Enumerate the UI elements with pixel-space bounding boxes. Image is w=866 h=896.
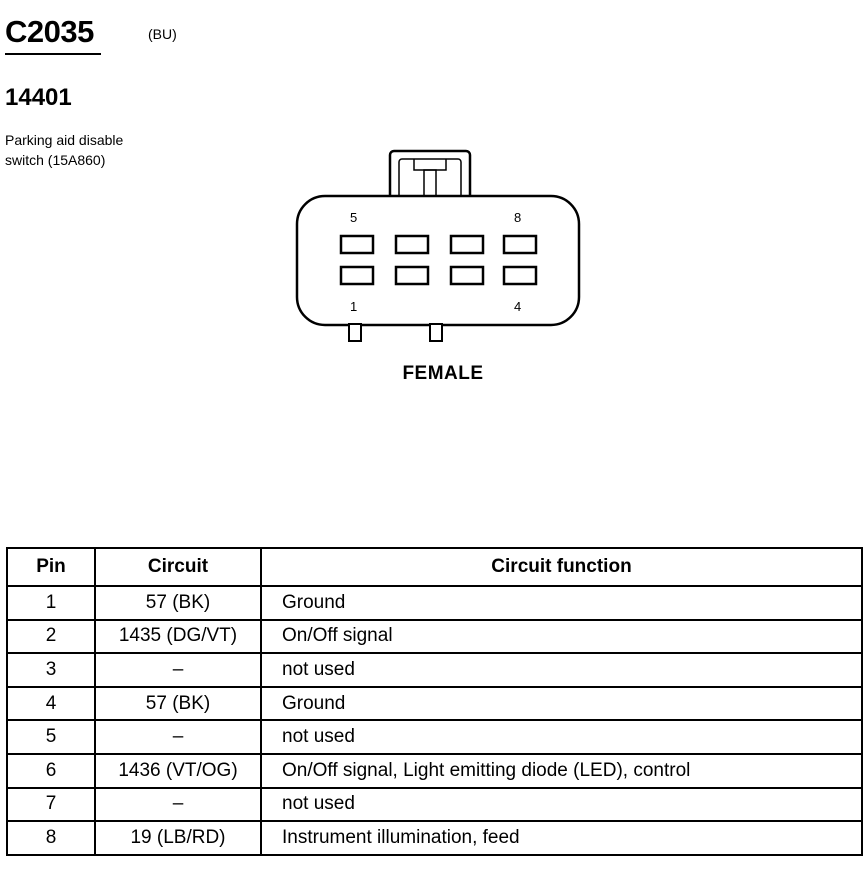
table-row	[7, 788, 862, 822]
pin-label-1: 1	[350, 299, 358, 314]
table-row	[7, 687, 862, 721]
table-row	[7, 586, 862, 620]
function-cell: On/Off signal, Light emitting diode (LED), control	[261, 754, 862, 788]
connector-id: C2035	[5, 14, 94, 49]
table-header-row	[7, 548, 862, 586]
circuit-cell: 57 (BK)	[95, 586, 261, 620]
pin-label-4: 4	[514, 299, 522, 314]
function-cell: On/Off signal	[261, 620, 862, 654]
column-header-pin: Pin	[7, 548, 95, 586]
connector-face-diagram	[0, 0, 866, 400]
part-number: 14401	[5, 84, 72, 111]
pin-assignment-table	[6, 547, 863, 856]
pin-cell: 4	[7, 687, 95, 721]
description-line-1: Parking aid disable	[5, 132, 124, 148]
table-row	[7, 620, 862, 654]
pin-label-5: 5	[350, 210, 358, 225]
function-cell: not used	[261, 720, 862, 754]
table-row	[7, 821, 862, 855]
function-cell: Instrument illumination, feed	[261, 821, 862, 855]
circuit-cell: –	[95, 788, 261, 822]
polarization-keys	[349, 324, 442, 341]
circuit-cell: –	[95, 653, 261, 687]
connector-gender-label: FEMALE	[402, 363, 484, 384]
function-cell: Ground	[261, 687, 862, 721]
table-row	[7, 754, 862, 788]
description-line-2: switch (15A860)	[5, 152, 106, 168]
table-row	[7, 720, 862, 754]
pin-cell: 7	[7, 788, 95, 822]
pin-label-8: 8	[514, 210, 522, 225]
pin-cell: 1	[7, 586, 95, 620]
circuit-cell: 19 (LB/RD)	[95, 821, 261, 855]
column-header-circuit: Circuit	[95, 548, 261, 586]
circuit-cell: 1435 (DG/VT)	[95, 620, 261, 654]
locking-latch	[390, 151, 470, 199]
connector-color-code: (BU)	[148, 26, 177, 42]
pin-cell: 6	[7, 754, 95, 788]
circuit-cell: 57 (BK)	[95, 687, 261, 721]
circuit-cell: 1436 (VT/OG)	[95, 754, 261, 788]
pin-cell: 8	[7, 821, 95, 855]
function-cell: not used	[261, 653, 862, 687]
pin-cell: 2	[7, 620, 95, 654]
table-row	[7, 653, 862, 687]
function-cell: not used	[261, 788, 862, 822]
connector-housing	[297, 196, 579, 325]
function-cell: Ground	[261, 586, 862, 620]
pin-cell: 3	[7, 653, 95, 687]
circuit-cell: –	[95, 720, 261, 754]
column-header-function: Circuit function	[261, 548, 862, 586]
pin-cell: 5	[7, 720, 95, 754]
